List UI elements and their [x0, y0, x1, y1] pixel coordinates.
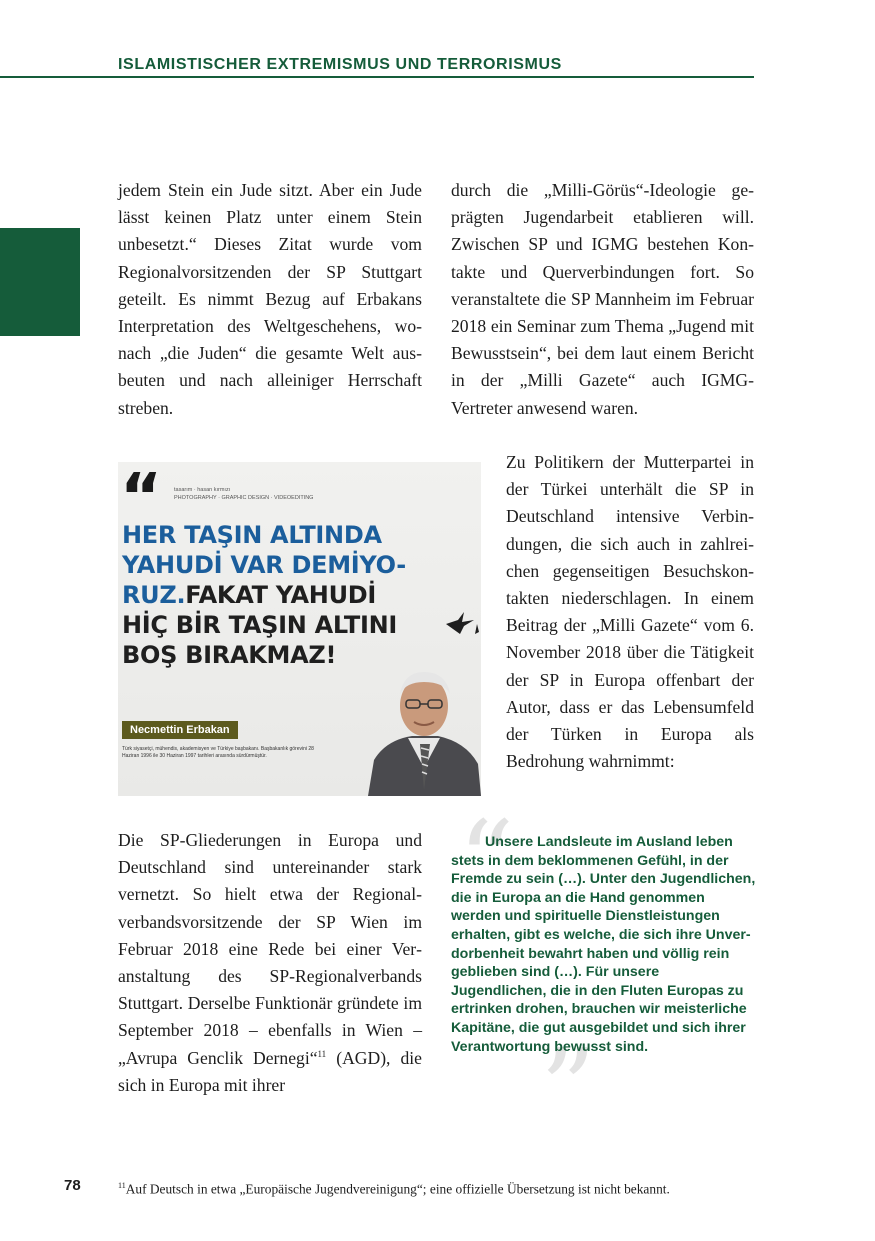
text-column-3: [506, 449, 754, 775]
header-rule: [0, 76, 754, 78]
paragraph: durch die „Milli-Görüs“-Ideologie geprägten Jugendarbeit etablieren will. Zwischen SP und IGMG bestehen Kontakte und Querverbindungen fort. So veranstaltete die SP Mannheim im Februar 2018 ein Seminar zum Thema „Jugend mit Bewusstsein“, bei dem laut einem Bericht in der „Milli Gazete“ auch IGMG-Vertreter anwesend waren.: [451, 180, 754, 418]
headline-line: HİÇ BİR TAŞIN ALTINI: [122, 611, 397, 639]
footnote-text: Auf Deutsch in etwa „Europäische Jugendvereinigung“; eine offizielle Übersetzung ist nicht bekannt.: [125, 1181, 670, 1197]
figure-headline: [122, 520, 442, 670]
bird-icon: [444, 610, 480, 636]
figure-caption: Türk siyasetçi, mühendis, akademisyen ve Türkiye başbakanı. Başbakanlık görevini 28 Haziran 1996 ile 30 Haziran 1997 tarihleri arasında sürdürmüştür.: [122, 746, 314, 759]
name-tag: Necmettin Erbakan: [122, 721, 238, 739]
paragraph-text: (AGD), die sich in Europa mit ihrer: [118, 1047, 422, 1095]
image-credit: [174, 486, 313, 502]
headline-line: BOŞ BIRAKMAZ!: [122, 641, 337, 669]
open-quote-icon: “: [458, 797, 515, 925]
credit-line: PHOTOGRAPHY · GRAPHIC DESIGN · VIDEOEDITING: [174, 495, 314, 501]
footnote-number: 11: [118, 1181, 126, 1190]
footnote: [118, 1181, 758, 1197]
pull-quote-text: Unsere Landsleute im Ausland leben stets in dem beklommenen Gefühl, in der Fremde zu sein (…). Unter den Jugendlichen, die in Europa an die Hand genommen werden und spirituelle Dienstleistungen erhalten, gibt es welche, die sich ihre Unverdorbenheit bewahrt haben und völlig rein geblieben sind (…). Für unsere Jugendlichen, die in den Fluten Europas zu ertrinken drohen, brauchen wir meisterliche Kapitäne, die gut ausgebildet und sich ihrer Verantwortung bewusst sind.: [451, 834, 756, 1055]
text-column-1: [118, 177, 422, 422]
paragraph-text: Die SP-Gliederungen in Europa und Deutschland sind untereinander stark vernetzt. So hielt etwa der Regionalverbandsvorsitzende der SP Wien im Februar 2018 eine Rede bei einer Veranstaltung des SP-Regionalverbands Stuttgart. Derselbe Funktionär gründete im September 2018 – ebenfalls in Wien – „Avrupa Genclik Dernegi“: [118, 830, 422, 1068]
headline-fragment: FAKAT YAHUDİ: [185, 581, 377, 609]
section-title: ISLAMISTISCHER EXTREMISMUS UND TERRORISMUS: [118, 56, 562, 73]
headline-line: [122, 580, 442, 610]
footnote-reference: 11: [317, 1048, 327, 1059]
paragraph: Zu Politikern der Mutterpartei in der Türkei unterhält die SP in Deutschland intensive Verbindungen, die sich auch in zahlreichen gegenseitigen Besuchskontakten niederschlagen. In einem Beitrag der „Milli Gazete“ vom 6. November 2018 über die Tätigkeit der SP in Europa offenbart der Autor, dass er das Lebensumfeld der Türken in Europa als Bedrohung wahrnimmt:: [506, 452, 754, 772]
chapter-marker: [0, 228, 80, 336]
figure-image: [118, 462, 481, 796]
headline-line: YAHUDİ VAR DEMİYO-: [122, 551, 406, 579]
paragraph: [118, 827, 422, 1099]
portrait-illustration: [368, 668, 481, 796]
quote-mark-icon: “: [120, 462, 163, 535]
text-column-2: [451, 177, 754, 422]
pull-quote: [451, 833, 756, 1056]
headline-fragment: RUZ.: [122, 581, 186, 609]
paragraph: jedem Stein ein Jude sitzt. Aber ein Jude lässt keinen Platz unter einem Stein unbesetzt.“ Dieses Zitat wurde vom Regionalvorsitzenden der SP Stuttgart geteilt. Es nimmt Bezug auf Erbakans Interpretation des Weltgeschehens, wonach „die Juden“ die gesamte Welt ausbeuten und nach alleiniger Herrschaft streben.: [118, 180, 422, 418]
close-quote-icon: ”: [540, 1025, 597, 1153]
text-column-4: [118, 827, 422, 1099]
page-number: 78: [64, 1177, 81, 1194]
credit-line: tasarım · hasan kırmızı: [174, 487, 231, 493]
headline-line: HER TAŞIN ALTINDA: [122, 521, 382, 549]
